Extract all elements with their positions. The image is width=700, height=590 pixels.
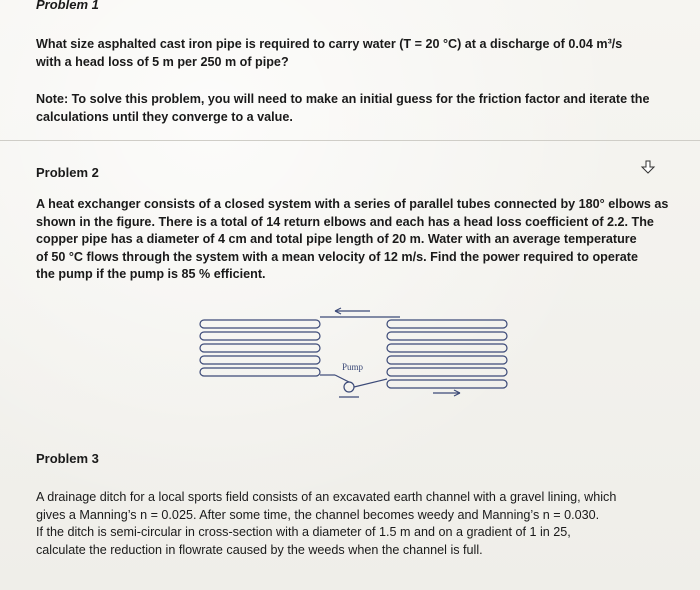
problem3-heading: Problem 3 xyxy=(36,451,99,466)
problem2-line: shown in the figure. There is a total of 14 return elbows and each has a head loss coefficient of 2.2. The xyxy=(36,214,654,229)
problem2-line: the pump if the pump is 85 % efficient. xyxy=(36,267,266,281)
problem2-line: copper pipe has a diameter of 4 cm and total pipe length of 20 m. Water with an average temperature xyxy=(36,232,637,246)
mouse-pointer-icon xyxy=(640,158,658,176)
problem3-line: gives a Manning’s n = 0.025. After some time, the channel becomes weedy and Manning’s n = 0.030. xyxy=(36,507,600,522)
problem1-question-line2: with a head loss of 5 m per 250 m of pipe? xyxy=(36,54,289,69)
pump-label: Pump xyxy=(342,362,364,372)
problem1-note xyxy=(36,91,676,126)
problem2-heading: Problem 2 xyxy=(36,165,99,180)
problem1-question-line1: What size asphalted cast iron pipe is required to carry water (T = 20 °C) at a discharge of 0.04 m³/s xyxy=(36,37,623,51)
problem3-text xyxy=(36,489,676,559)
problem2-line: A heat exchanger consists of a closed system with a series of parallel tubes connected by 180° elbows as xyxy=(36,197,669,211)
problem2-text xyxy=(36,196,676,284)
problem3-line: If the ditch is semi-circular in cross-section with a diameter of 1.5 m and on a gradient of 1 in 25, xyxy=(36,525,571,539)
heat-exchanger-figure xyxy=(195,305,525,415)
left-coil xyxy=(200,320,320,376)
divider xyxy=(0,140,700,141)
problem3-line: calculate the reduction in flowrate caused by the weeds when the channel is full. xyxy=(36,542,483,557)
right-coil xyxy=(387,320,507,388)
problem1-note-line2: calculations until they converge to a value. xyxy=(36,109,293,124)
problem1-question xyxy=(36,36,676,71)
pump-symbol xyxy=(344,382,354,392)
problem1-heading: Problem 1 xyxy=(36,0,99,12)
problem2-line: of 50 °C flows through the system with a mean velocity of 12 m/s. Find the power required to operate xyxy=(36,249,638,264)
problem1-note-line1: Note: To solve this problem, you will need to make an initial guess for the friction factor and iterate the xyxy=(36,92,650,106)
problem3-line: A drainage ditch for a local sports field consists of an excavated earth channel with a gravel lining, which xyxy=(36,490,617,504)
